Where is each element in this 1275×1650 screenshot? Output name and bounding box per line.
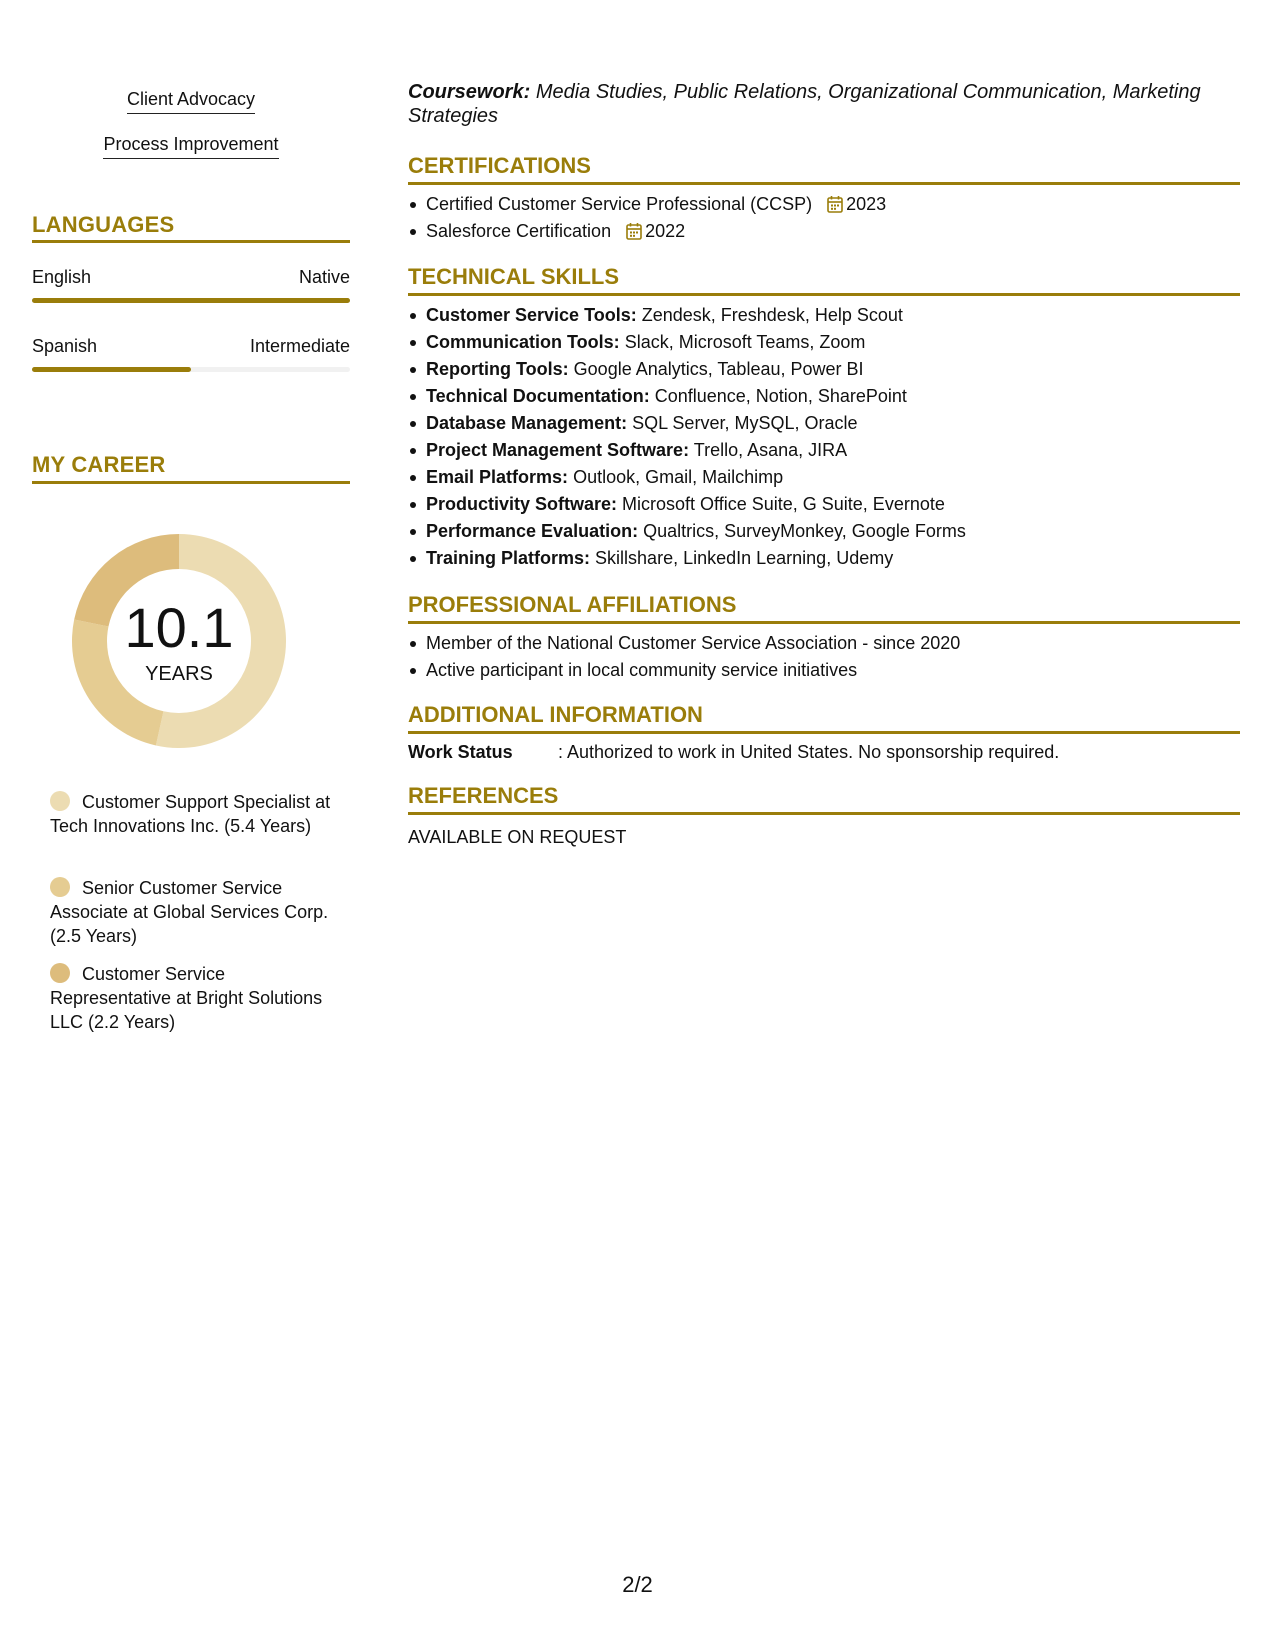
career-heading: MY CAREER <box>32 452 166 477</box>
skill-item <box>426 329 966 356</box>
affiliations-heading: PROFESSIONAL AFFILIATIONS <box>408 592 737 617</box>
coursework-text: Media Studies, Public Relations, Organizational Communication, Marketing Strategies <box>408 81 1201 127</box>
skill-values: Qualtrics, SurveyMonkey, Google Forms <box>643 521 966 541</box>
skill-item <box>426 464 966 491</box>
work-status-label: Work Status <box>408 742 513 762</box>
skill-tag <box>32 133 350 159</box>
career-donut-chart <box>66 528 292 754</box>
skill-values: Outlook, Gmail, Mailchimp <box>573 467 784 487</box>
skill-category: Email Platforms: <box>426 467 569 487</box>
language-name: Spanish <box>32 336 98 356</box>
language-proficiency-fill <box>32 367 191 372</box>
skill-category: Project Management Software: <box>426 440 690 460</box>
certification-year: 2022 <box>645 221 686 241</box>
donut-center <box>66 528 292 754</box>
skill-category: Customer Service Tools: <box>426 305 637 325</box>
skill-category: Reporting Tools: <box>426 359 569 379</box>
skill-item <box>426 545 966 572</box>
career-role-label: Customer Support Specialist at Tech Innovations Inc. (5.4 Years) <box>50 792 331 836</box>
references-text: AVAILABLE ON REQUEST <box>408 827 627 847</box>
certifications-list <box>408 191 886 245</box>
affiliations-list <box>408 630 960 684</box>
skill-category: Database Management: <box>426 413 628 433</box>
page-number: 2/2 <box>622 1572 653 1597</box>
coursework-label: Coursework: <box>408 81 531 103</box>
certification-name: Certified Customer Service Professional (CCSP) <box>426 194 813 214</box>
languages-divider <box>32 240 350 243</box>
skill-values: SQL Server, MySQL, Oracle <box>632 413 858 433</box>
skill-item <box>426 518 966 545</box>
skill-item <box>426 491 966 518</box>
affiliations-divider <box>408 621 1240 624</box>
languages-heading: LANGUAGES <box>32 212 175 237</box>
references-divider <box>408 812 1240 815</box>
career-legend-item <box>50 876 340 948</box>
technical-skills-list <box>408 302 966 572</box>
skill-tag-label: Client Advocacy <box>127 88 255 114</box>
legend-dot-icon <box>50 791 70 811</box>
additional-info-heading: ADDITIONAL INFORMATION <box>408 702 703 727</box>
language-level: Intermediate <box>249 336 350 356</box>
affiliation-item: Member of the National Customer Service Association - since 2020 <box>426 630 960 657</box>
calendar-icon <box>827 195 843 213</box>
skill-values: Slack, Microsoft Teams, Zoom <box>624 332 866 352</box>
skill-values: Trello, Asana, JIRA <box>693 440 848 460</box>
skill-item <box>426 383 966 410</box>
calendar-icon <box>626 222 642 240</box>
language-name: English <box>32 267 92 287</box>
language-row <box>32 336 350 357</box>
career-legend-item <box>50 790 340 838</box>
language-level: Native <box>298 267 350 287</box>
skill-item <box>426 410 966 437</box>
career-divider <box>32 481 350 484</box>
work-status-value: : Authorized to work in United States. No sponsorship required. <box>558 742 1060 762</box>
skill-category: Training Platforms: <box>426 548 591 568</box>
references-heading: REFERENCES <box>408 783 559 808</box>
skill-item <box>426 437 966 464</box>
additional-info-divider <box>408 731 1240 734</box>
language-proficiency-bar <box>32 298 350 303</box>
affiliation-item: Active participant in local community service initiatives <box>426 657 960 684</box>
career-role-label: Senior Customer Service Associate at Global Services Corp. (2.5 Years) <box>50 878 329 946</box>
language-row <box>32 267 350 288</box>
career-role-label: Customer Service Representative at Bright Solutions LLC (2.2 Years) <box>50 964 323 1032</box>
skill-item <box>426 356 966 383</box>
technical-skills-divider <box>408 293 1240 296</box>
skill-tag-label: Process Improvement <box>103 133 278 159</box>
skill-values: Google Analytics, Tableau, Power BI <box>573 359 864 379</box>
career-total-value: 10.1 <box>124 596 234 659</box>
certifications-heading: CERTIFICATIONS <box>408 153 591 178</box>
skill-category: Technical Documentation: <box>426 386 650 406</box>
skill-item <box>426 302 966 329</box>
skill-category: Communication Tools: <box>426 332 620 352</box>
skill-values: Zendesk, Freshdesk, Help Scout <box>641 305 903 325</box>
coursework <box>408 80 1240 128</box>
language-proficiency-fill <box>32 298 350 303</box>
certification-year: 2023 <box>846 194 887 214</box>
skill-values: Microsoft Office Suite, G Suite, Evernote <box>622 494 945 514</box>
language-proficiency-bar <box>32 367 350 372</box>
certifications-divider <box>408 182 1240 185</box>
career-total-unit: YEARS <box>145 663 213 685</box>
skill-tag <box>32 88 350 114</box>
skill-category: Performance Evaluation: <box>426 521 639 541</box>
certification-name: Salesforce Certification <box>426 221 612 241</box>
skill-values: Confluence, Notion, SharePoint <box>654 386 907 406</box>
technical-skills-heading: TECHNICAL SKILLS <box>408 264 620 289</box>
career-legend-item <box>50 962 340 1034</box>
legend-dot-icon <box>50 877 70 897</box>
certification-item <box>426 218 886 245</box>
skill-category: Productivity Software: <box>426 494 618 514</box>
legend-dot-icon <box>50 963 70 983</box>
skill-values: Skillshare, LinkedIn Learning, Udemy <box>595 548 894 568</box>
certification-item <box>426 191 886 218</box>
